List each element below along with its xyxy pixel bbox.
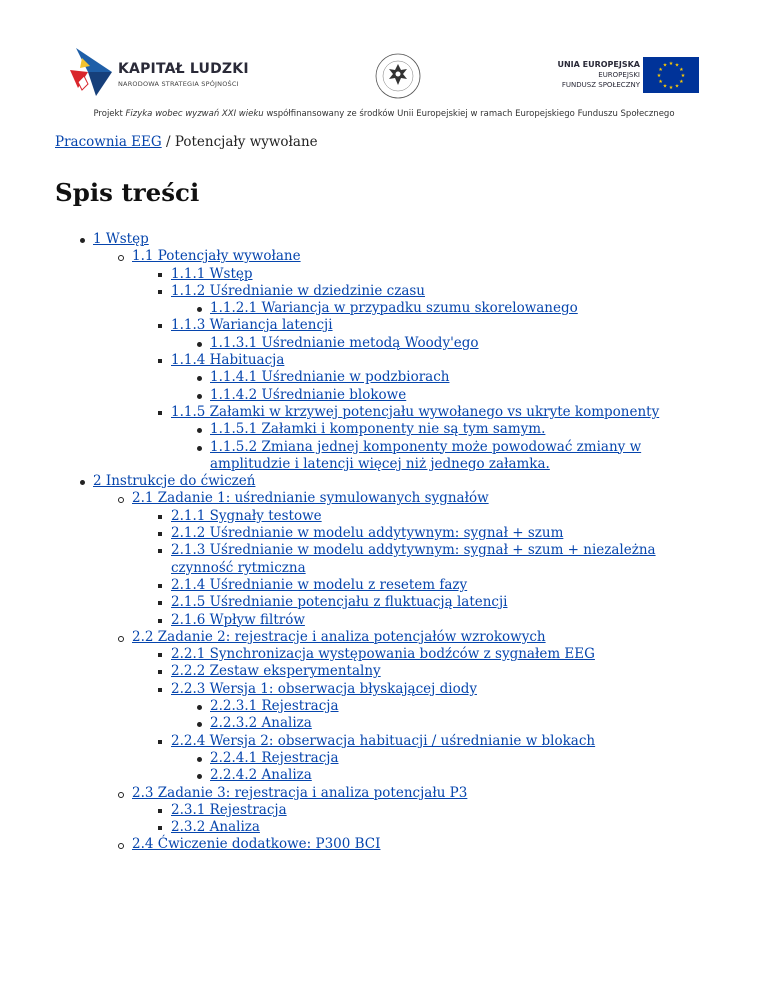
toc-item xyxy=(0,629,768,646)
toc-link[interactable]: 1.1.3 Wariancja latencji xyxy=(171,317,333,334)
toc-bullet-icon xyxy=(197,757,202,762)
toc-link[interactable]: 2.1.3 Uśrednianie w modelu addytywnym: sygnał + szum + niezależna czynność rytmiczna xyxy=(171,542,656,576)
toc-item xyxy=(0,733,768,750)
eu-european-label: EUROPEJSKI xyxy=(598,71,640,79)
toc-link[interactable]: 2.1.5 Uśrednianie potencjału z fluktuacją latencji xyxy=(171,594,508,611)
toc-item xyxy=(0,335,768,352)
toc-item xyxy=(0,317,768,334)
toc-bullet-icon xyxy=(158,809,162,813)
svg-text:★: ★ xyxy=(658,67,663,73)
toc-bullet-icon xyxy=(158,653,162,657)
breadcrumb-link-pracownia-eeg[interactable]: Pracownia EEG xyxy=(55,134,162,150)
svg-text:★: ★ xyxy=(656,73,662,79)
toc-bullet-icon xyxy=(80,238,85,243)
project-prefix: Projekt xyxy=(93,109,126,119)
toc-link[interactable]: 2.4 Ćwiczenie dodatkowe: P300 BCI xyxy=(132,836,381,853)
toc-item xyxy=(0,369,768,386)
project-suffix: współfinansowany ze środków Unii Europejskiej w ramach Europejskiego Funduszu Społecznego xyxy=(263,109,675,119)
toc-item xyxy=(0,421,768,438)
svg-text:★: ★ xyxy=(658,79,663,85)
toc-bullet-icon xyxy=(158,515,162,519)
toc-item xyxy=(0,283,768,300)
svg-text:★: ★ xyxy=(680,73,686,79)
svg-text:★: ★ xyxy=(668,85,674,91)
breadcrumb-separator: / xyxy=(161,134,175,150)
toc-item xyxy=(0,300,768,317)
toc-item xyxy=(0,802,768,819)
breadcrumb-current: Potencjały wywołane xyxy=(174,134,318,150)
toc-title: Spis treści xyxy=(55,178,200,207)
svg-text:★: ★ xyxy=(668,61,674,67)
toc-bullet-icon xyxy=(158,290,162,294)
toc-link[interactable]: 1 Wstęp xyxy=(93,231,149,247)
toc-list xyxy=(0,231,768,854)
toc-item xyxy=(0,785,768,802)
toc-link[interactable]: 1.1.4.2 Uśrednianie blokowe xyxy=(210,386,407,403)
toc-bullet-icon xyxy=(158,324,162,328)
toc-link[interactable]: 1.1.1 Wstęp xyxy=(171,265,253,282)
toc-link[interactable]: 1.1.2 Uśrednianie w dziedzinie czasu xyxy=(171,282,426,299)
eu-social-fund-label: FUNDUSZ SPOŁECZNY xyxy=(561,81,640,89)
university-seal-logo xyxy=(374,52,422,100)
toc-link[interactable]: 2.1.1 Sygnały testowe xyxy=(171,507,322,524)
toc-bullet-icon xyxy=(197,774,202,779)
toc-bullet-icon xyxy=(197,342,202,347)
toc-bullet-icon xyxy=(158,359,162,363)
svg-text:★: ★ xyxy=(674,83,680,90)
svg-text:★: ★ xyxy=(662,83,668,90)
toc-link[interactable]: 2.2.3.1 Rejestracja xyxy=(210,698,339,715)
toc-item xyxy=(0,387,768,404)
toc-bullet-icon xyxy=(118,255,124,261)
toc-item xyxy=(0,594,768,611)
toc-bullet-icon xyxy=(197,446,202,451)
toc-item xyxy=(0,266,768,283)
toc-link[interactable]: 2.2.4.2 Analiza xyxy=(210,767,312,784)
toc-item xyxy=(0,819,768,836)
toc-item xyxy=(0,698,768,715)
toc-bullet-icon xyxy=(118,843,124,849)
toc-link[interactable]: 2.2.4 Wersja 2: obserwacja habituacji / uśrednianie w blokach xyxy=(171,732,596,749)
eu-flag-logo xyxy=(643,57,699,93)
toc-link[interactable]: 2.1.4 Uśrednianie w modelu z resetem fazy xyxy=(171,576,468,593)
toc-link[interactable]: 2.2 Zadanie 2: rejestracje i analiza potencjałów wzrokowych xyxy=(132,628,546,645)
table-of-contents xyxy=(0,231,768,854)
toc-item xyxy=(0,248,768,265)
toc-link[interactable]: 1.1.3.1 Uśrednianie metodą Woody'ego xyxy=(210,334,479,351)
toc-item xyxy=(0,577,768,594)
toc-link[interactable]: 2.1.6 Wpływ filtrów xyxy=(171,611,305,628)
toc-link[interactable]: 2.2.3.2 Analiza xyxy=(210,715,312,732)
toc-bullet-icon xyxy=(118,792,124,798)
toc-bullet-icon xyxy=(158,826,162,830)
toc-bullet-icon xyxy=(158,740,162,744)
toc-bullet-icon xyxy=(158,549,162,553)
toc-item xyxy=(0,542,768,577)
header-banner xyxy=(0,0,768,130)
toc-link[interactable]: 1.1.2.1 Wariancja w przypadku szumu skorelowanego xyxy=(210,300,578,317)
toc-item xyxy=(0,715,768,732)
toc-link[interactable]: 2.3.1 Rejestracja xyxy=(171,801,287,818)
toc-link[interactable]: 1.1.5 Załamki w krzywej potencjału wywołanego vs ukryte komponenty xyxy=(171,403,660,420)
toc-bullet-icon xyxy=(158,532,162,536)
toc-bullet-icon xyxy=(118,497,124,503)
toc-item xyxy=(0,231,768,248)
toc-item xyxy=(0,490,768,507)
toc-bullet-icon xyxy=(158,670,162,674)
toc-item xyxy=(0,439,768,474)
svg-text:★: ★ xyxy=(662,62,668,69)
kapital-ludzki-logo xyxy=(66,42,122,100)
toc-bullet-icon xyxy=(158,619,162,623)
kapital-ludzki-title: KAPITAŁ LUDZKI xyxy=(118,61,249,77)
eu-union-label: UNIA EUROPEJSKA xyxy=(557,60,640,69)
toc-item xyxy=(0,612,768,629)
toc-link[interactable]: 2.3 Zadanie 3: rejestracja i analiza potencjału P3 xyxy=(132,784,468,801)
toc-item xyxy=(0,525,768,542)
toc-bullet-icon xyxy=(197,376,202,381)
toc-bullet-icon xyxy=(158,601,162,605)
toc-link[interactable]: 2.1 Zadanie 1: uśrednianie symulowanych sygnałów xyxy=(132,490,489,507)
toc-item xyxy=(0,473,768,490)
kapital-ludzki-subtitle: NARODOWA STRATEGIA SPÓJNOŚCI xyxy=(118,80,239,88)
toc-link[interactable]: 2.2.4.1 Rejestracja xyxy=(210,749,339,766)
toc-item xyxy=(0,352,768,369)
toc-bullet-icon xyxy=(197,722,202,727)
svg-text:★: ★ xyxy=(679,79,684,85)
toc-link[interactable]: 1.1.5.2 Zmiana jednej komponenty może powodować zmiany w amplitudzie i latencji więcej niż jednego załamka. xyxy=(210,438,642,472)
toc-link[interactable]: 1.1.4.1 Uśrednianie w podzbiorach xyxy=(210,369,450,386)
svg-text:★: ★ xyxy=(674,62,680,69)
toc-bullet-icon xyxy=(158,411,162,415)
toc-link[interactable]: 2.2.3 Wersja 1: obserwacja błyskającej diody xyxy=(171,680,477,697)
toc-bullet-icon xyxy=(158,273,162,277)
toc-link[interactable]: 2.2.2 Zestaw eksperymentalny xyxy=(171,663,381,680)
toc-item xyxy=(0,681,768,698)
toc-link[interactable]: 2 Instrukcje do ćwiczeń xyxy=(93,473,256,490)
toc-item xyxy=(0,508,768,525)
toc-item xyxy=(0,404,768,421)
toc-bullet-icon xyxy=(197,428,202,433)
toc-bullet-icon xyxy=(158,688,162,692)
svg-text:★: ★ xyxy=(679,67,684,73)
toc-bullet-icon xyxy=(197,394,202,399)
toc-item xyxy=(0,767,768,784)
toc-bullet-icon xyxy=(80,480,85,485)
toc-link[interactable]: 2.1.2 Uśrednianie w modelu addytywnym: sygnał + szum xyxy=(171,525,564,542)
toc-link[interactable]: 2.3.2 Analiza xyxy=(171,819,260,836)
toc-link[interactable]: 1.1.4 Habituacja xyxy=(171,352,285,369)
breadcrumb xyxy=(55,134,318,150)
toc-bullet-icon xyxy=(158,584,162,588)
toc-link[interactable]: 2.2.1 Synchronizacja występowania bodźców z sygnałem EEG xyxy=(171,646,595,663)
toc-link[interactable]: 1.1 Potencjały wywołane xyxy=(132,248,301,265)
toc-link[interactable]: 1.1.5.1 Załamki i komponenty nie są tym samym. xyxy=(210,421,546,438)
toc-bullet-icon xyxy=(118,636,124,642)
toc-item xyxy=(0,646,768,663)
toc-bullet-icon xyxy=(197,705,202,710)
project-name: Fizyka wobec wyzwań XXI wieku xyxy=(125,109,264,119)
toc-item xyxy=(0,750,768,767)
toc-item xyxy=(0,836,768,853)
project-funding-line xyxy=(0,109,768,119)
toc-bullet-icon xyxy=(197,307,202,312)
eu-fund-text xyxy=(557,60,640,90)
toc-item xyxy=(0,663,768,680)
